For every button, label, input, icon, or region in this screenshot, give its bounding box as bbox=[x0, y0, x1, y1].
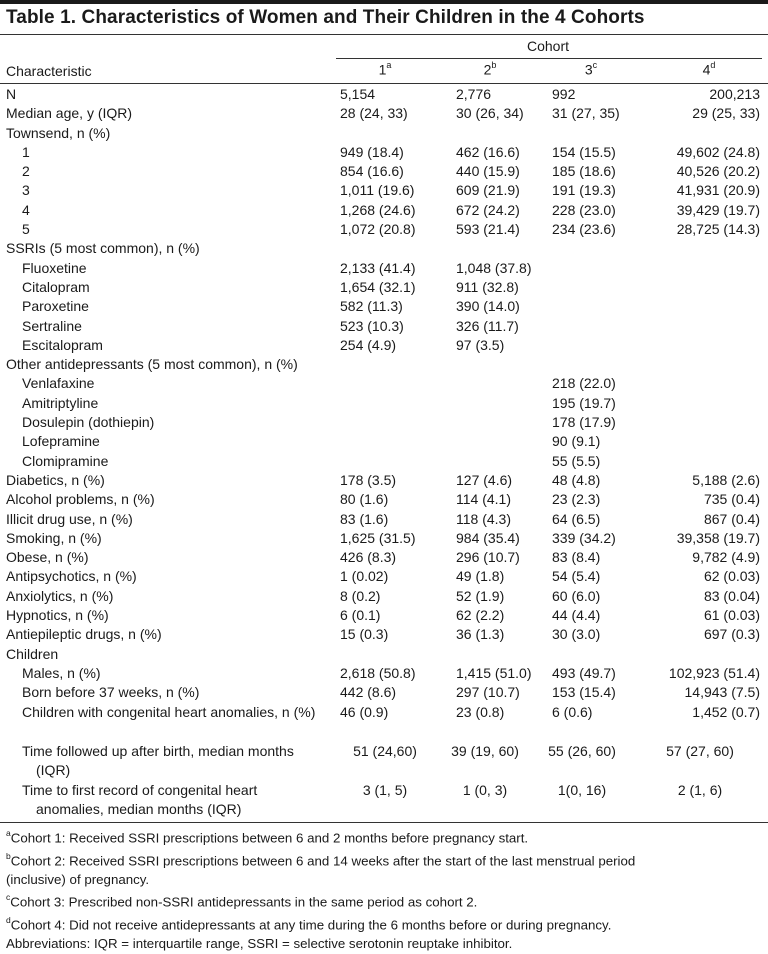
row-label: Males, n (%) bbox=[22, 664, 101, 681]
cell-cohort-3: 6 (0.6) bbox=[552, 703, 593, 720]
cell-cohort-3: 178 (17.9) bbox=[552, 414, 616, 431]
cell-cohort-4: 102,923 (51.4) bbox=[668, 664, 760, 681]
row-label: Time to first record of congenital heart anomalies, median months (IQR) bbox=[22, 781, 258, 817]
cell-cohort-3: 83 (8.4) bbox=[552, 549, 601, 566]
column-header-2: 2$^b$ bbox=[483, 60, 497, 78]
row-label: Clomipramine bbox=[22, 452, 109, 469]
footnote bbox=[6, 935, 762, 954]
cell-cohort-2: 609 (21.9) bbox=[456, 182, 520, 199]
cell-cohort-2: 127 (4.6) bbox=[456, 471, 513, 488]
cell-cohort-4: 41,931 (20.9) bbox=[676, 182, 760, 199]
cell-cohort-3: 1(0, 16) bbox=[557, 781, 607, 798]
bottom-rule bbox=[0, 822, 768, 823]
cell-cohort-3: 234 (23.6) bbox=[552, 221, 616, 238]
table-row bbox=[0, 490, 768, 509]
table-row bbox=[0, 781, 768, 820]
row-label: Venlafaxine bbox=[22, 375, 95, 392]
cell-cohort-2: 593 (21.4) bbox=[456, 221, 520, 238]
row-label: N bbox=[6, 86, 17, 102]
column-header-4: 4$^d$ bbox=[702, 60, 716, 78]
cell-cohort-1: 51 (24,60) bbox=[353, 742, 417, 759]
table-row bbox=[0, 432, 768, 451]
table-row bbox=[0, 220, 768, 239]
table-row bbox=[0, 162, 768, 181]
table-body bbox=[0, 85, 768, 820]
cell-cohort-3: 228 (23.0) bbox=[552, 201, 616, 218]
footnote-marker: d bbox=[6, 915, 11, 926]
cell-cohort-2: 39 (19, 60) bbox=[451, 742, 519, 759]
row-label: Dosulepin (dothiepin) bbox=[22, 414, 155, 431]
cell-cohort-3: 493 (49.7) bbox=[552, 664, 616, 681]
table-row bbox=[0, 645, 768, 664]
footnote-marker: b bbox=[6, 850, 11, 861]
cell-cohort-1: 1,625 (31.5) bbox=[340, 529, 416, 546]
cell-cohort-4: 61 (0.03) bbox=[703, 607, 760, 624]
cell-cohort-3: 90 (9.1) bbox=[552, 433, 601, 450]
table-row bbox=[0, 374, 768, 393]
cell-cohort-1: 442 (8.6) bbox=[340, 684, 397, 701]
table-row bbox=[0, 336, 768, 355]
row-label: 4 bbox=[22, 201, 30, 218]
cell-cohort-1: 582 (11.3) bbox=[340, 298, 403, 315]
row-label: Fluoxetine bbox=[22, 259, 87, 276]
table-row bbox=[0, 567, 768, 586]
cell-cohort-2: 326 (11.7) bbox=[456, 317, 519, 334]
footnote bbox=[6, 889, 762, 912]
row-label: 3 bbox=[22, 182, 30, 199]
row-label: 1 bbox=[22, 143, 30, 160]
cell-cohort-1: 1 (0.02) bbox=[340, 568, 389, 585]
cell-cohort-2: 52 (1.9) bbox=[456, 587, 505, 604]
cell-cohort-1: 2,618 (50.8) bbox=[340, 664, 416, 681]
cell-cohort-2: 97 (3.5) bbox=[456, 336, 505, 353]
table-row bbox=[0, 104, 768, 123]
table-title: Table 1. Characteristics of Women and Their Children in the 4 Cohorts bbox=[6, 7, 645, 28]
cell-cohort-3: 195 (19.7) bbox=[552, 394, 616, 411]
row-label: 5 bbox=[22, 221, 30, 238]
table-row bbox=[0, 606, 768, 625]
cell-cohort-1: 426 (8.3) bbox=[340, 549, 397, 566]
table-row bbox=[0, 587, 768, 606]
table-row bbox=[0, 278, 768, 297]
cell-cohort-3: 31 (27, 35) bbox=[552, 105, 620, 122]
table-row bbox=[0, 317, 768, 336]
cell-cohort-3: 64 (6.5) bbox=[552, 510, 601, 527]
table-row bbox=[0, 703, 768, 742]
cell-cohort-2: 390 (14.0) bbox=[456, 298, 520, 315]
cell-cohort-2: 1,415 (51.0) bbox=[456, 664, 532, 681]
header-rule bbox=[0, 83, 768, 84]
cell-cohort-3: 60 (6.0) bbox=[552, 587, 601, 604]
table-row bbox=[0, 664, 768, 683]
cell-cohort-3: 48 (4.8) bbox=[552, 471, 601, 488]
footnotes bbox=[6, 825, 762, 954]
cohort-rule bbox=[336, 58, 762, 59]
row-label: 2 bbox=[22, 163, 30, 180]
cell-cohort-3: 191 (19.3) bbox=[552, 182, 616, 199]
table-row bbox=[0, 529, 768, 548]
cell-cohort-1: 949 (18.4) bbox=[340, 143, 404, 160]
cell-cohort-1: 28 (24, 33) bbox=[340, 105, 408, 122]
table-row bbox=[0, 201, 768, 220]
table-row bbox=[0, 143, 768, 162]
cell-cohort-2: 984 (35.4) bbox=[456, 529, 520, 546]
footnote-text: Cohort 3: Prescribed non-SSRI antidepressants in the same period as cohort 2. bbox=[10, 894, 478, 910]
cell-cohort-4: 14,943 (7.5) bbox=[684, 684, 760, 701]
table-row bbox=[0, 471, 768, 490]
cell-cohort-2: 462 (16.6) bbox=[456, 143, 520, 160]
row-label: Townsend, n (%) bbox=[6, 124, 111, 141]
cell-cohort-1: 1,654 (32.1) bbox=[340, 278, 416, 295]
cell-cohort-3: 30 (3.0) bbox=[552, 626, 601, 643]
characteristic-header: Characteristic bbox=[6, 63, 92, 79]
row-label: Born before 37 weeks, n (%) bbox=[22, 684, 200, 701]
cell-cohort-4: 1,452 (0.7) bbox=[692, 703, 760, 720]
footnote bbox=[6, 912, 762, 935]
cell-cohort-2: 672 (24.2) bbox=[456, 201, 520, 218]
cell-cohort-1: 6 (0.1) bbox=[340, 607, 381, 624]
cell-cohort-3: 44 (4.4) bbox=[552, 607, 601, 624]
row-label: Lofepramine bbox=[22, 433, 100, 450]
cell-cohort-3: 55 (26, 60) bbox=[548, 742, 616, 759]
cell-cohort-3: 218 (22.0) bbox=[552, 375, 616, 392]
row-label: Diabetics, n (%) bbox=[6, 471, 105, 488]
cell-cohort-2: 1 (0, 3) bbox=[462, 781, 508, 798]
row-label: Smoking, n (%) bbox=[6, 529, 102, 546]
table-row bbox=[0, 452, 768, 471]
table-row bbox=[0, 181, 768, 200]
cell-cohort-1: 5,154 bbox=[340, 86, 376, 102]
cell-cohort-1: 1,011 (19.6) bbox=[340, 182, 415, 199]
row-label: Antiepileptic drugs, n (%) bbox=[6, 626, 162, 643]
cell-cohort-4: 28,725 (14.3) bbox=[676, 221, 760, 238]
cell-cohort-4: 697 (0.3) bbox=[703, 626, 760, 643]
row-label: Illicit drug use, n (%) bbox=[6, 510, 133, 527]
cell-cohort-4: 39,358 (19.7) bbox=[676, 529, 760, 546]
table-row bbox=[0, 239, 768, 258]
row-label: Children with congenital heart anomalies, n (%) bbox=[22, 703, 316, 720]
table-row bbox=[0, 742, 768, 781]
footnote-text: Cohort 4: Did not receive antidepressants at any time during the 6 months before or during pregnancy. bbox=[10, 917, 612, 933]
footnote bbox=[6, 848, 762, 871]
cell-cohort-1: 3 (1, 5) bbox=[362, 781, 408, 798]
cell-cohort-4: 2 (1, 6) bbox=[677, 781, 723, 798]
cell-cohort-4: 62 (0.03) bbox=[703, 568, 760, 585]
cell-cohort-2: 23 (0.8) bbox=[456, 703, 505, 720]
cell-cohort-3: 992 bbox=[552, 86, 576, 102]
footnote-marker: a bbox=[6, 828, 11, 838]
cell-cohort-2: 440 (15.9) bbox=[456, 163, 520, 180]
cell-cohort-1: 254 (4.9) bbox=[340, 336, 397, 353]
row-label: Time followed up after birth, median months (IQR) bbox=[22, 742, 294, 778]
cell-cohort-1: 8 (0.2) bbox=[340, 587, 381, 604]
cohort-header: Cohort bbox=[526, 38, 570, 54]
cell-cohort-2: 1,048 (37.8) bbox=[456, 259, 532, 276]
table-row bbox=[0, 625, 768, 644]
row-label: Anxiolytics, n (%) bbox=[6, 587, 114, 604]
footnote-text: Cohort 1: Received SSRI prescriptions between 6 and 2 months before pregnancy start. bbox=[10, 830, 529, 846]
table-row bbox=[0, 548, 768, 567]
cell-cohort-3: 185 (18.6) bbox=[552, 163, 616, 180]
cell-cohort-2: 114 (4.1) bbox=[456, 491, 511, 508]
table-row bbox=[0, 124, 768, 143]
table-row bbox=[0, 413, 768, 432]
cell-cohort-1: 523 (10.3) bbox=[340, 317, 404, 334]
cell-cohort-2: 911 (32.8) bbox=[456, 278, 519, 295]
cell-cohort-1: 2,133 (41.4) bbox=[340, 259, 416, 276]
cell-cohort-1: 854 (16.6) bbox=[340, 163, 404, 180]
title-rule bbox=[0, 34, 768, 35]
cell-cohort-4: 83 (0.04) bbox=[703, 587, 760, 604]
cell-cohort-1: 46 (0.9) bbox=[340, 703, 389, 720]
cell-cohort-2: 62 (2.2) bbox=[456, 607, 505, 624]
cell-cohort-1: 15 (0.3) bbox=[340, 626, 389, 643]
row-label: Antipsychotics, n (%) bbox=[6, 568, 137, 585]
cell-cohort-1: 80 (1.6) bbox=[340, 491, 389, 508]
footnote-marker: c bbox=[6, 892, 11, 903]
cell-cohort-3: 339 (34.2) bbox=[552, 529, 616, 546]
table-row bbox=[0, 394, 768, 413]
cell-cohort-3: 55 (5.5) bbox=[552, 452, 601, 469]
table-row bbox=[0, 85, 768, 104]
cell-cohort-3: 54 (5.4) bbox=[552, 568, 601, 585]
row-label: Citalopram bbox=[22, 278, 90, 295]
row-label: Obese, n (%) bbox=[6, 549, 89, 566]
top-rule bbox=[0, 0, 768, 4]
cell-cohort-2: 36 (1.3) bbox=[456, 626, 505, 643]
cell-cohort-4: 9,782 (4.9) bbox=[692, 549, 760, 566]
cell-cohort-2: 2,776 bbox=[456, 86, 492, 102]
table-row bbox=[0, 683, 768, 702]
table-row bbox=[0, 510, 768, 529]
cell-cohort-4: 5,188 (2.6) bbox=[692, 471, 760, 488]
column-header-3: 3$^c$ bbox=[584, 60, 598, 78]
cell-cohort-4: 39,429 (19.7) bbox=[676, 201, 760, 218]
table-row bbox=[0, 355, 768, 374]
cell-cohort-1: 1,268 (24.6) bbox=[340, 201, 416, 218]
cell-cohort-4: 735 (0.4) bbox=[703, 491, 760, 508]
cell-cohort-1: 178 (3.5) bbox=[340, 471, 397, 488]
cell-cohort-4: 29 (25, 33) bbox=[692, 105, 760, 122]
row-label: Children bbox=[6, 645, 59, 662]
footnote-text: Abbreviations: IQR = interquartile range, SSRI = selective serotonin reuptake inhibitor. bbox=[6, 936, 513, 952]
footnote-text: Cohort 2: Received SSRI prescriptions between 6 and 14 weeks after the start of the last menstrual period bbox=[10, 853, 636, 869]
row-label: Hypnotics, n (%) bbox=[6, 607, 109, 624]
cell-cohort-4: 57 (27, 60) bbox=[666, 742, 734, 759]
cell-cohort-4: 200,213 bbox=[709, 86, 760, 102]
row-label: Median age, y (IQR) bbox=[6, 105, 133, 122]
cell-cohort-3: 153 (15.4) bbox=[552, 684, 616, 701]
row-label: SSRIs (5 most common), n (%) bbox=[6, 240, 200, 257]
cell-cohort-4: 867 (0.4) bbox=[703, 510, 760, 527]
cell-cohort-3: 23 (2.3) bbox=[552, 491, 601, 508]
row-label: Amitriptyline bbox=[22, 394, 99, 411]
cell-cohort-1: 1,072 (20.8) bbox=[340, 221, 416, 238]
row-label: Other antidepressants (5 most common), n (%) bbox=[6, 356, 298, 373]
cell-cohort-4: 40,526 (20.2) bbox=[676, 163, 760, 180]
cell-cohort-3: 154 (15.5) bbox=[552, 143, 616, 160]
row-label: Escitalopram bbox=[22, 336, 103, 353]
table-row bbox=[0, 297, 768, 316]
cell-cohort-1: 83 (1.6) bbox=[340, 510, 389, 527]
cell-cohort-2: 296 (10.7) bbox=[456, 549, 520, 566]
cell-cohort-2: 118 (4.3) bbox=[456, 510, 511, 527]
row-label: Alcohol problems, n (%) bbox=[6, 491, 155, 508]
footnote-continuation: (inclusive) of pregnancy. bbox=[6, 871, 150, 887]
row-label: Sertraline bbox=[22, 317, 82, 334]
cell-cohort-2: 297 (10.7) bbox=[456, 684, 520, 701]
table-row bbox=[0, 259, 768, 278]
column-header-1: 1$^a$ bbox=[378, 60, 392, 78]
cell-cohort-2: 49 (1.8) bbox=[456, 568, 505, 585]
cell-cohort-4: 49,602 (24.8) bbox=[676, 143, 760, 160]
footnote bbox=[6, 825, 762, 848]
cell-cohort-2: 30 (26, 34) bbox=[456, 105, 524, 122]
row-label: Paroxetine bbox=[22, 298, 89, 315]
